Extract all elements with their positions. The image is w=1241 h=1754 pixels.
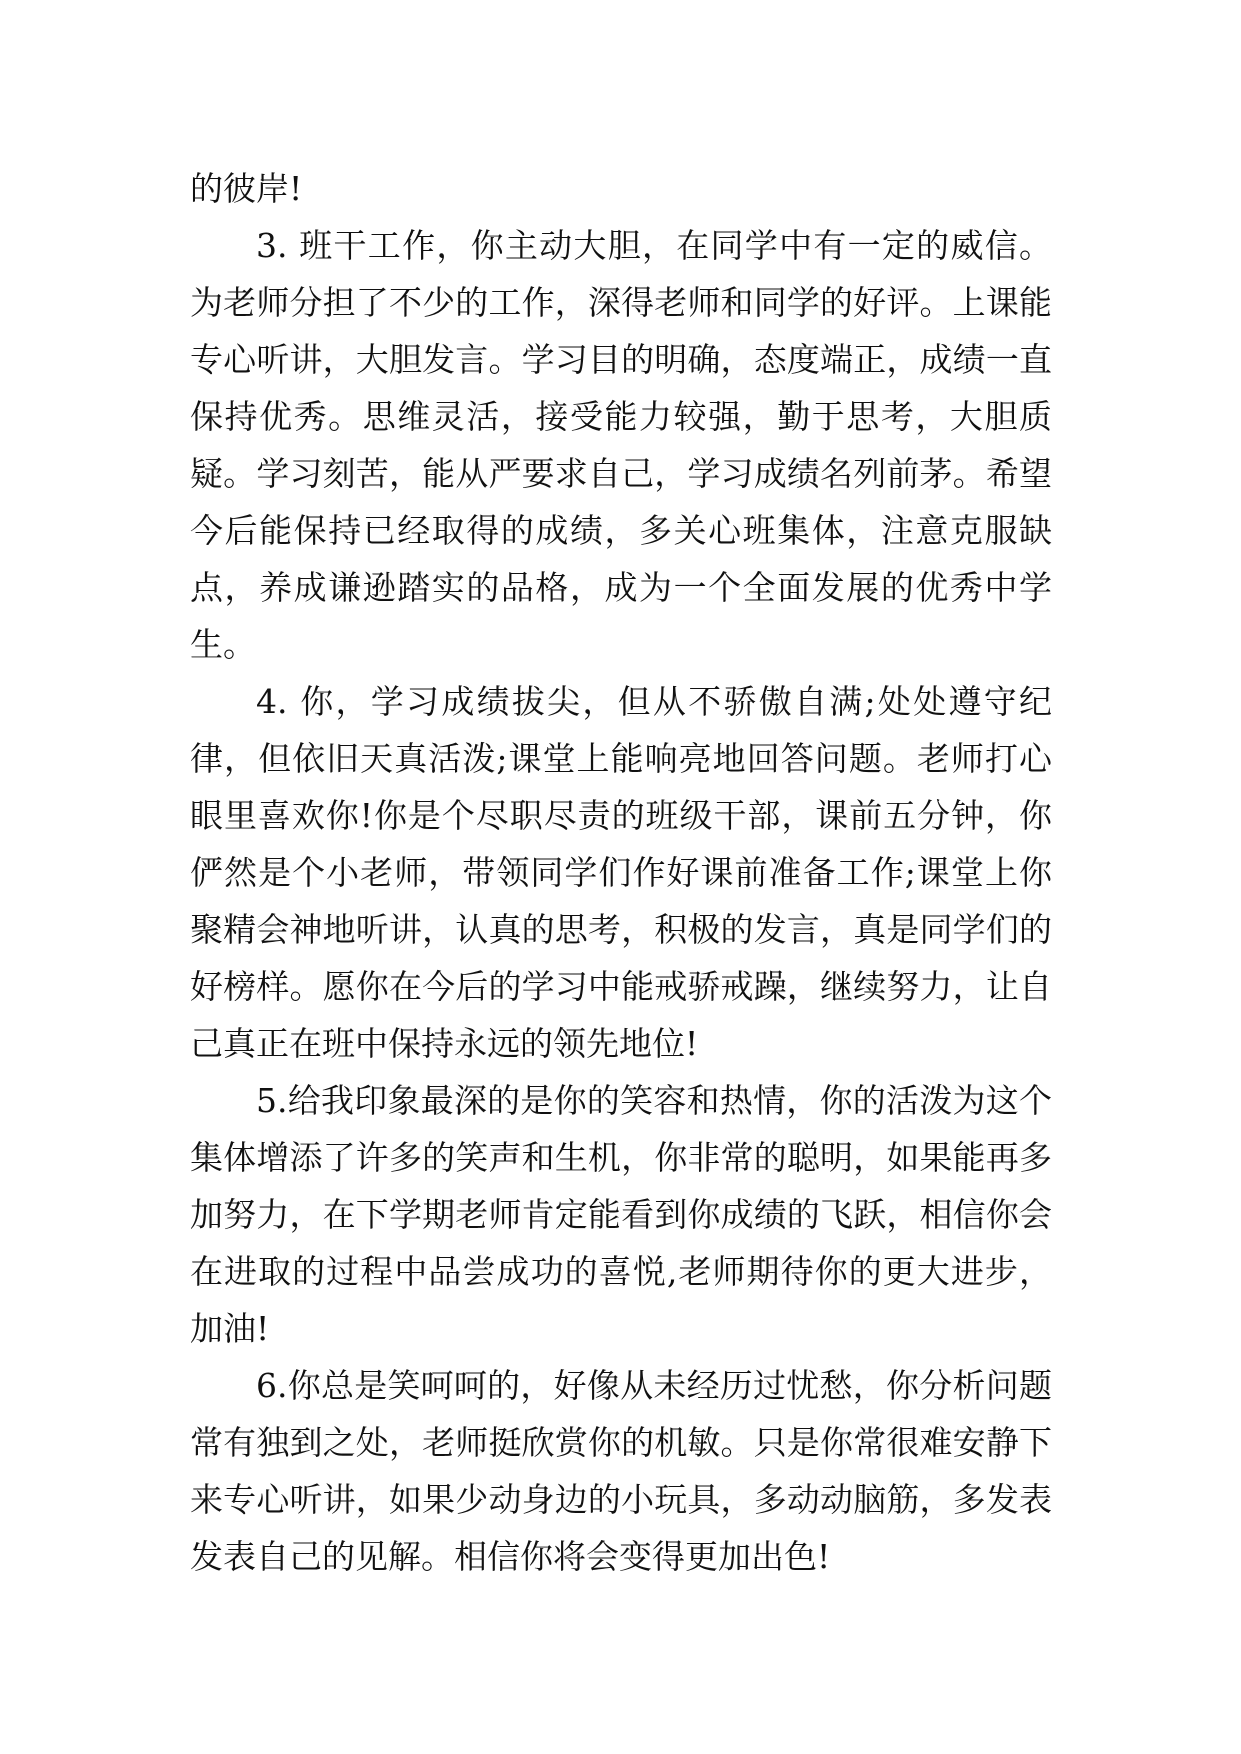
paragraph-item-3: 3. 班干工作，你主动大胆，在同学中有一定的威信。为老师分担了不少的工作，深得老师和同学的好评。上课能专心听讲，大胆发言。学习目的明确，态度端正，成绩一直保持优秀。思维灵活，接受能力较强，勤于思考，大胆质疑。学习刻苦，能从严要求自己，学习成绩名列前茅。希望今后能保持已经取得的成绩，多关心班集体，注意克服缺点，养成谦逊踏实的品格，成为一个全面发展的优秀中学生。 — [190, 226, 1052, 664]
paragraph-item-4: 4. 你，学习成绩拔尖，但从不骄傲自满;处处遵守纪律，但依旧天真活泼;课堂上能响亮地回答问题。老师打心眼里喜欢你!你是个尽职尽责的班级干部，课前五分钟，你俨然是个小老师，带领同学们作好课前准备工作;课堂上你聚精会神地听讲，认真的思考，积极的发言，真是同学们的好榜样。愿你在今后的学习中能戒骄戒躁，继续努力，让自己真正在班中保持永远的领先地位! — [190, 682, 1052, 1063]
paragraph-continuation: 的彼岸! — [190, 169, 303, 208]
paragraph-item-6: 6.你总是笑呵呵的，好像从未经历过忧愁，你分析问题常有独到之处，老师挺欣赏你的机敏。只是你常很难安静下来专心听讲，如果少动身边的小玩具，多动动脑筋，多发表发表自己的见解。相信你将会变得更加出色! — [190, 1366, 1052, 1576]
document-body — [190, 160, 1052, 1585]
paragraph-item-5: 5.给我印象最深的是你的笑容和热情，你的活泼为这个集体增添了许多的笑声和生机，你非常的聪明，如果能再多加努力，在下学期老师肯定能看到你成绩的飞跃，相信你会在进取的过程中品尝成功的喜悦,老师期待你的更大进步，加油! — [190, 1081, 1052, 1348]
